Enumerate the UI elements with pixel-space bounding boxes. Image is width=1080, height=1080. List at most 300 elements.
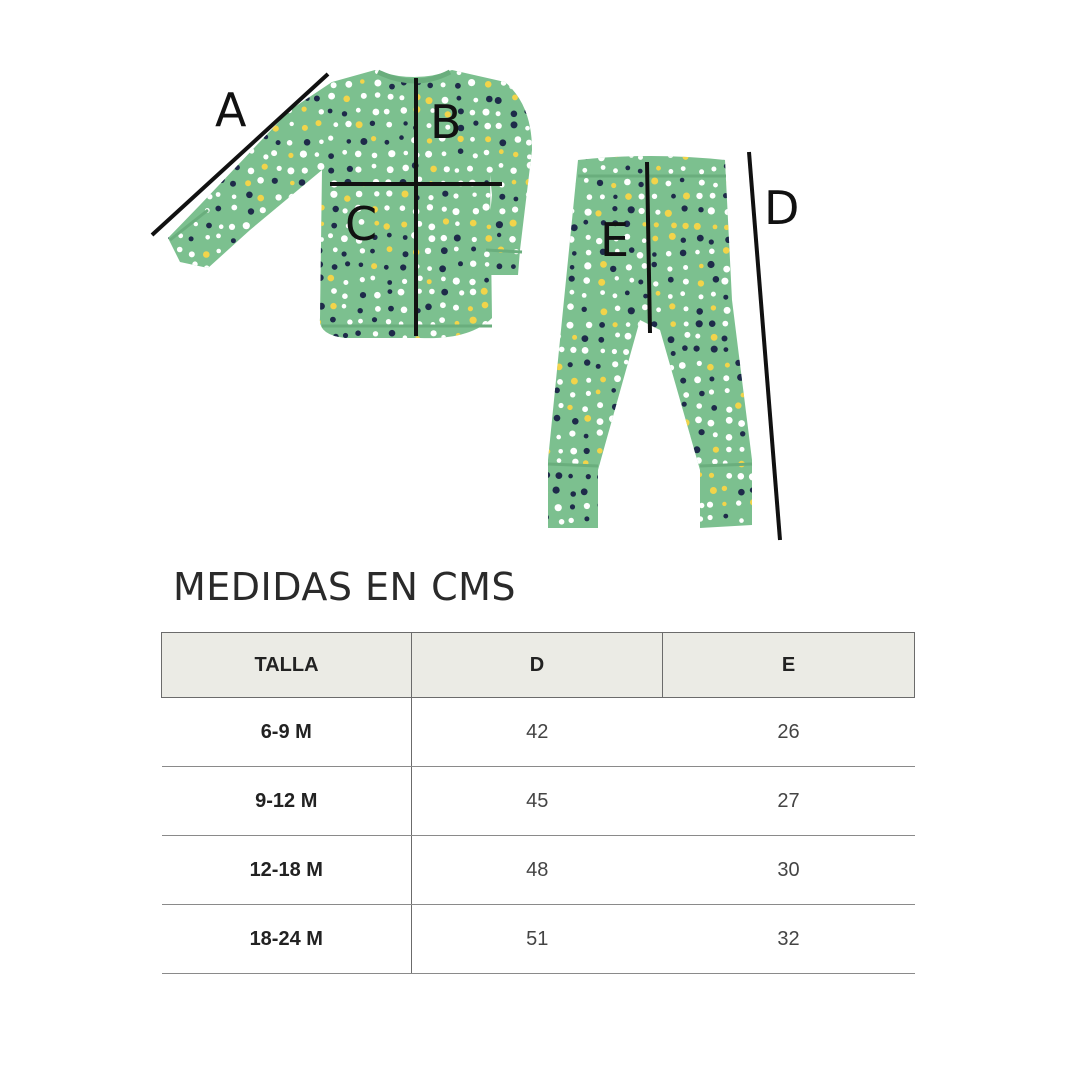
fabric-dot xyxy=(470,317,477,324)
fabric-dot xyxy=(470,289,477,296)
fabric-dot xyxy=(374,80,381,87)
fabric-dot xyxy=(177,247,183,253)
fabric-dot xyxy=(656,505,661,510)
fabric-dot xyxy=(509,70,515,76)
fabric-dot xyxy=(637,486,643,492)
fabric-dot xyxy=(246,235,251,240)
fabric-dot xyxy=(160,248,166,254)
fabric-dot xyxy=(599,487,604,492)
fabric-dot xyxy=(736,321,741,326)
fabric-dot xyxy=(330,317,336,323)
fabric-dot xyxy=(193,278,198,283)
fabric-dot xyxy=(277,166,282,171)
fabric-dot xyxy=(229,333,235,339)
fabric-dot xyxy=(570,392,575,397)
fabric-dot xyxy=(388,306,394,312)
fabric-dot xyxy=(415,66,421,72)
fabric-dot xyxy=(514,197,519,202)
fabric-dot xyxy=(203,151,208,156)
fabric-dot xyxy=(401,107,408,114)
fabric-dot xyxy=(567,303,574,310)
fabric-dot xyxy=(570,181,576,187)
label-e: E xyxy=(600,213,630,267)
fabric-dot xyxy=(567,405,572,410)
fabric-dot xyxy=(641,499,648,506)
fabric-dot xyxy=(625,333,632,340)
fabric-dot xyxy=(402,191,409,198)
fabric-dot xyxy=(482,302,489,309)
fabric-dot xyxy=(485,81,492,88)
fabric-dot xyxy=(698,472,703,477)
fabric-dot xyxy=(429,289,435,295)
fabric-dot xyxy=(487,167,493,173)
fabric-dot xyxy=(559,519,565,525)
fabric-dot xyxy=(206,223,212,229)
fabric-dot xyxy=(301,335,307,341)
fabric-dot xyxy=(384,205,389,210)
fabric-dot xyxy=(206,165,213,172)
fabric-dot xyxy=(623,349,629,355)
fabric-dot xyxy=(683,154,689,160)
fabric-dot xyxy=(582,335,589,342)
fabric-dot xyxy=(671,194,676,199)
fabric-dot xyxy=(542,489,548,495)
fabric-dot xyxy=(544,472,550,478)
fabric-dot xyxy=(753,276,758,281)
fabric-dot xyxy=(723,193,728,198)
fabric-dot xyxy=(726,434,733,441)
fabric-dot xyxy=(274,277,280,283)
fabric-dot xyxy=(524,109,529,114)
fabric-dot xyxy=(545,295,550,300)
fabric-dot xyxy=(234,275,238,279)
fabric-dot xyxy=(669,461,675,467)
fabric-dot xyxy=(486,96,493,103)
fabric-dot xyxy=(375,92,381,98)
fabric-dot xyxy=(485,331,492,338)
fabric-dot xyxy=(570,491,576,497)
fabric-dot xyxy=(724,307,731,314)
fabric-dot xyxy=(699,180,705,186)
fabric-dot xyxy=(708,515,713,520)
fabric-dot xyxy=(259,290,265,296)
fabric-dot xyxy=(738,304,744,310)
fabric-dot xyxy=(232,295,236,299)
fabric-dot xyxy=(486,193,491,198)
fabric-dot xyxy=(372,153,378,159)
fabric-dot xyxy=(709,389,714,394)
fabric-dot xyxy=(246,306,251,311)
fabric-dot xyxy=(722,486,727,491)
fabric-dot xyxy=(275,262,281,268)
fabric-dot xyxy=(190,110,197,117)
fabric-dot xyxy=(556,435,561,440)
fabric-dot xyxy=(627,489,632,494)
fabric-dot xyxy=(441,82,446,87)
fabric-dot xyxy=(176,125,182,131)
fabric-dot xyxy=(557,251,563,257)
fabric-dot xyxy=(683,487,687,491)
fabric-dot xyxy=(597,474,603,480)
fabric-dot xyxy=(739,518,744,523)
fabric-dot xyxy=(668,447,673,452)
fabric-dot xyxy=(386,190,392,196)
fabric-dot xyxy=(484,251,490,257)
fabric-dot xyxy=(289,206,294,211)
fabric-dot xyxy=(754,192,761,199)
fabric-dot xyxy=(343,96,350,103)
fabric-dot xyxy=(456,333,461,338)
fabric-dot xyxy=(373,331,378,336)
fabric-dot xyxy=(345,81,352,88)
fabric-dot xyxy=(276,316,282,322)
fabric-dot xyxy=(545,154,551,160)
fabric-dot xyxy=(626,475,633,482)
fabric-dot xyxy=(656,166,661,171)
fabric-dot xyxy=(749,390,756,397)
pants-shape xyxy=(548,156,752,528)
fabric-dot xyxy=(684,322,689,327)
fabric-dot xyxy=(207,194,212,199)
fabric-dot xyxy=(710,193,716,199)
fabric-dot xyxy=(640,516,647,523)
fabric-dot xyxy=(288,264,294,270)
fabric-dot xyxy=(638,431,644,437)
fabric-dot xyxy=(316,178,320,182)
fabric-dot xyxy=(599,322,605,328)
fabric-dot xyxy=(484,278,489,283)
fabric-dot xyxy=(625,193,632,200)
fabric-dot xyxy=(427,204,433,210)
fabric-dot xyxy=(305,69,310,74)
fabric-dot xyxy=(525,333,531,339)
fabric-dot xyxy=(598,337,604,343)
fabric-dot xyxy=(611,433,616,438)
fabric-dot xyxy=(543,514,549,520)
fabric-dot xyxy=(740,431,745,436)
fabric-dot xyxy=(637,252,644,259)
fabric-dot xyxy=(314,195,321,202)
fabric-dot xyxy=(485,136,491,142)
fabric-dot xyxy=(231,205,237,211)
fabric-dot xyxy=(272,178,278,184)
fabric-dot xyxy=(400,264,406,270)
fabric-dot xyxy=(191,81,198,88)
fabric-dot xyxy=(499,280,504,285)
fabric-dot xyxy=(526,179,533,186)
fabric-dot xyxy=(699,391,705,397)
fabric-dot xyxy=(262,220,267,225)
fabric-dot xyxy=(726,417,733,424)
fabric-dot xyxy=(303,266,308,271)
fabric-dot xyxy=(162,82,167,87)
fabric-dot xyxy=(160,303,166,309)
fabric-dot xyxy=(557,179,561,183)
fabric-dot xyxy=(513,152,518,157)
fabric-dot xyxy=(570,165,575,170)
header-talla: TALLA xyxy=(162,633,412,698)
fabric-dot xyxy=(430,166,437,173)
fabric-dot xyxy=(656,476,662,482)
fabric-dot xyxy=(750,499,756,505)
fabric-dot xyxy=(540,305,546,311)
fabric-dot xyxy=(403,335,408,340)
fabric-dot xyxy=(202,290,207,295)
fabric-dot xyxy=(722,502,726,506)
fabric-dot xyxy=(470,336,475,341)
fabric-dot xyxy=(302,125,308,131)
fabric-dot xyxy=(467,166,473,172)
fabric-dot xyxy=(527,154,532,159)
fabric-dot xyxy=(319,205,325,211)
fabric-dot xyxy=(372,164,377,169)
fabric-dot xyxy=(497,233,501,237)
fabric-dot xyxy=(425,151,432,158)
fabric-dot xyxy=(613,168,618,173)
fabric-dot xyxy=(749,263,755,269)
fabric-dot xyxy=(441,335,446,340)
fabric-dot xyxy=(374,191,379,196)
fabric-dot xyxy=(651,321,657,327)
fabric-dot xyxy=(753,433,760,440)
label-b: B xyxy=(430,95,462,149)
fabric-dot xyxy=(668,294,673,299)
fabric-dot xyxy=(388,289,393,294)
fabric-dot xyxy=(246,192,253,199)
fabric-dot xyxy=(206,96,211,101)
fabric-dot xyxy=(558,403,563,408)
fabric-dot xyxy=(304,232,310,238)
fabric-dot xyxy=(684,306,689,311)
fabric-dot xyxy=(526,80,532,86)
fabric-dot xyxy=(666,181,672,187)
fabric-dot xyxy=(694,376,701,383)
fabric-dot xyxy=(670,321,676,327)
fabric-dot xyxy=(207,123,212,128)
fabric-dot xyxy=(318,303,325,310)
fabric-dot xyxy=(525,289,530,294)
fabric-dot xyxy=(427,83,433,89)
fabric-dot xyxy=(738,337,743,342)
fabric-dot xyxy=(459,290,464,295)
fabric-dot xyxy=(330,191,337,198)
fabric-dot xyxy=(601,165,606,170)
fabric-dot xyxy=(220,335,225,340)
fabric-dot xyxy=(178,168,183,173)
fabric-dot xyxy=(581,488,588,495)
table-row xyxy=(162,905,915,974)
fabric-dot xyxy=(651,262,657,268)
fabric-dot xyxy=(317,163,324,170)
fabric-dot xyxy=(441,277,446,282)
fabric-dot xyxy=(680,178,685,183)
fabric-dot xyxy=(374,292,381,299)
fabric-dot xyxy=(302,168,308,174)
fabric-dot xyxy=(697,150,703,156)
fabric-dot xyxy=(586,474,591,479)
fabric-dot xyxy=(586,391,591,396)
fabric-dot xyxy=(542,224,548,230)
fabric-dot xyxy=(345,261,350,266)
fabric-dot xyxy=(543,182,549,188)
fabric-dot xyxy=(203,333,209,339)
fabric-dot xyxy=(512,207,518,213)
fabric-dot xyxy=(615,474,621,480)
fabric-dot xyxy=(385,66,391,72)
fabric-dot xyxy=(683,193,690,200)
fabric-dot xyxy=(190,164,197,171)
fabric-dot xyxy=(232,195,237,200)
fabric-dot xyxy=(544,262,549,267)
fabric-dot xyxy=(263,154,268,159)
fabric-dot xyxy=(164,335,170,341)
fabric-dot xyxy=(628,447,635,454)
fabric-dot xyxy=(585,209,592,216)
fabric-dot xyxy=(472,237,477,242)
fabric-dot xyxy=(473,98,478,103)
fabric-dot xyxy=(682,402,687,407)
fabric-dot xyxy=(455,221,460,226)
fabric-dot xyxy=(615,276,619,280)
fabric-dot xyxy=(653,151,658,156)
fabric-dot xyxy=(609,415,616,422)
fabric-dot xyxy=(569,208,574,213)
fabric-dot xyxy=(259,275,264,280)
fabric-dot xyxy=(471,64,477,70)
fabric-dot xyxy=(683,265,688,270)
fabric-dot xyxy=(684,503,691,510)
fabric-dot xyxy=(722,336,728,342)
fabric-dot xyxy=(696,308,703,315)
fabric-dot xyxy=(454,235,461,242)
fabric-dot xyxy=(755,164,760,169)
fabric-dot xyxy=(695,417,702,424)
fabric-dot xyxy=(486,68,491,73)
fabric-dot xyxy=(666,251,672,257)
cell-d: 42 xyxy=(412,698,663,767)
fabric-dot xyxy=(587,194,593,200)
fabric-dot xyxy=(484,150,490,156)
fabric-dot xyxy=(582,168,587,173)
fabric-dot xyxy=(542,205,549,212)
fabric-dot xyxy=(174,308,179,313)
fabric-dot xyxy=(386,122,392,128)
fabric-dot xyxy=(247,122,254,129)
fabric-dot xyxy=(370,276,375,281)
fabric-dot xyxy=(711,346,718,353)
fabric-dot xyxy=(315,152,320,157)
fabric-dot xyxy=(499,194,505,200)
fabric-dot xyxy=(177,64,182,69)
fabric-dot xyxy=(511,121,518,128)
fabric-dot xyxy=(555,504,562,511)
fabric-dot xyxy=(189,97,196,104)
fabric-dot xyxy=(584,415,591,422)
fabric-dot xyxy=(525,126,530,131)
fabric-dot xyxy=(598,154,605,161)
fabric-dot xyxy=(291,292,295,296)
fabric-dot xyxy=(626,458,632,464)
fabric-dot xyxy=(652,419,659,426)
fabric-dot xyxy=(652,336,657,341)
fabric-dot xyxy=(453,208,460,215)
fabric-dot xyxy=(723,514,728,519)
fabric-dot xyxy=(541,499,547,505)
fabric-dot xyxy=(248,79,253,84)
fabric-dot xyxy=(207,277,212,282)
fabric-dot xyxy=(458,148,464,154)
fabric-dot xyxy=(609,490,616,497)
fabric-dot xyxy=(557,293,562,298)
cell-talla: 12-18 M xyxy=(162,836,412,905)
fabric-dot xyxy=(431,330,437,336)
pants-right-cuff-rib xyxy=(700,464,752,466)
fabric-dot xyxy=(711,167,716,172)
fabric-dot xyxy=(752,348,758,354)
fabric-dot xyxy=(287,167,294,174)
fabric-dot xyxy=(713,183,718,188)
fabric-dot xyxy=(455,83,461,89)
fabric-dot xyxy=(697,361,702,366)
fabric-dot xyxy=(652,460,659,467)
fabric-dot xyxy=(583,220,588,225)
fabric-dot xyxy=(187,178,193,184)
fabric-dot xyxy=(216,234,221,239)
fabric-dot xyxy=(680,291,685,296)
fabric-dot xyxy=(682,448,687,453)
fabric-dot xyxy=(545,278,551,284)
fabric-dot xyxy=(496,111,501,116)
fabric-dot xyxy=(709,320,716,327)
fabric-dot xyxy=(235,165,240,170)
page-title: MEDIDAS EN CMS xyxy=(173,565,517,609)
fabric-dot xyxy=(555,333,561,339)
fabric-dot xyxy=(439,317,445,323)
fabric-dot xyxy=(699,169,704,174)
fabric-dot xyxy=(483,109,490,116)
fabric-dot xyxy=(755,463,761,469)
fabric-dot xyxy=(542,195,547,200)
fabric-dot xyxy=(724,164,729,169)
fabric-dot xyxy=(712,151,719,158)
fabric-dot xyxy=(328,275,335,282)
fabric-dot xyxy=(415,336,420,341)
fabric-dot xyxy=(300,151,307,158)
fabric-dot xyxy=(330,303,336,309)
fabric-dot xyxy=(404,151,409,156)
fabric-dot xyxy=(403,121,407,125)
pants-left-cuff-rib xyxy=(548,464,598,466)
fabric-dot xyxy=(317,68,324,75)
fabric-dot xyxy=(570,347,576,353)
fabric-dot xyxy=(509,236,516,243)
table-row xyxy=(162,698,915,767)
fabric-dot xyxy=(545,332,552,339)
fabric-dot xyxy=(331,65,336,70)
cell-talla: 9-12 M xyxy=(162,767,412,836)
fabric-dot xyxy=(627,501,633,507)
fabric-dot xyxy=(264,135,269,140)
fabric-dot xyxy=(512,180,517,185)
fabric-dot xyxy=(571,378,578,385)
fabric-dot xyxy=(583,277,590,284)
fabric-dot xyxy=(555,323,560,328)
fabric-dot xyxy=(667,387,673,393)
fabric-dot xyxy=(558,207,564,213)
fabric-dot xyxy=(175,319,179,323)
cell-e: 26 xyxy=(663,698,915,767)
fabric-dot xyxy=(231,320,236,325)
